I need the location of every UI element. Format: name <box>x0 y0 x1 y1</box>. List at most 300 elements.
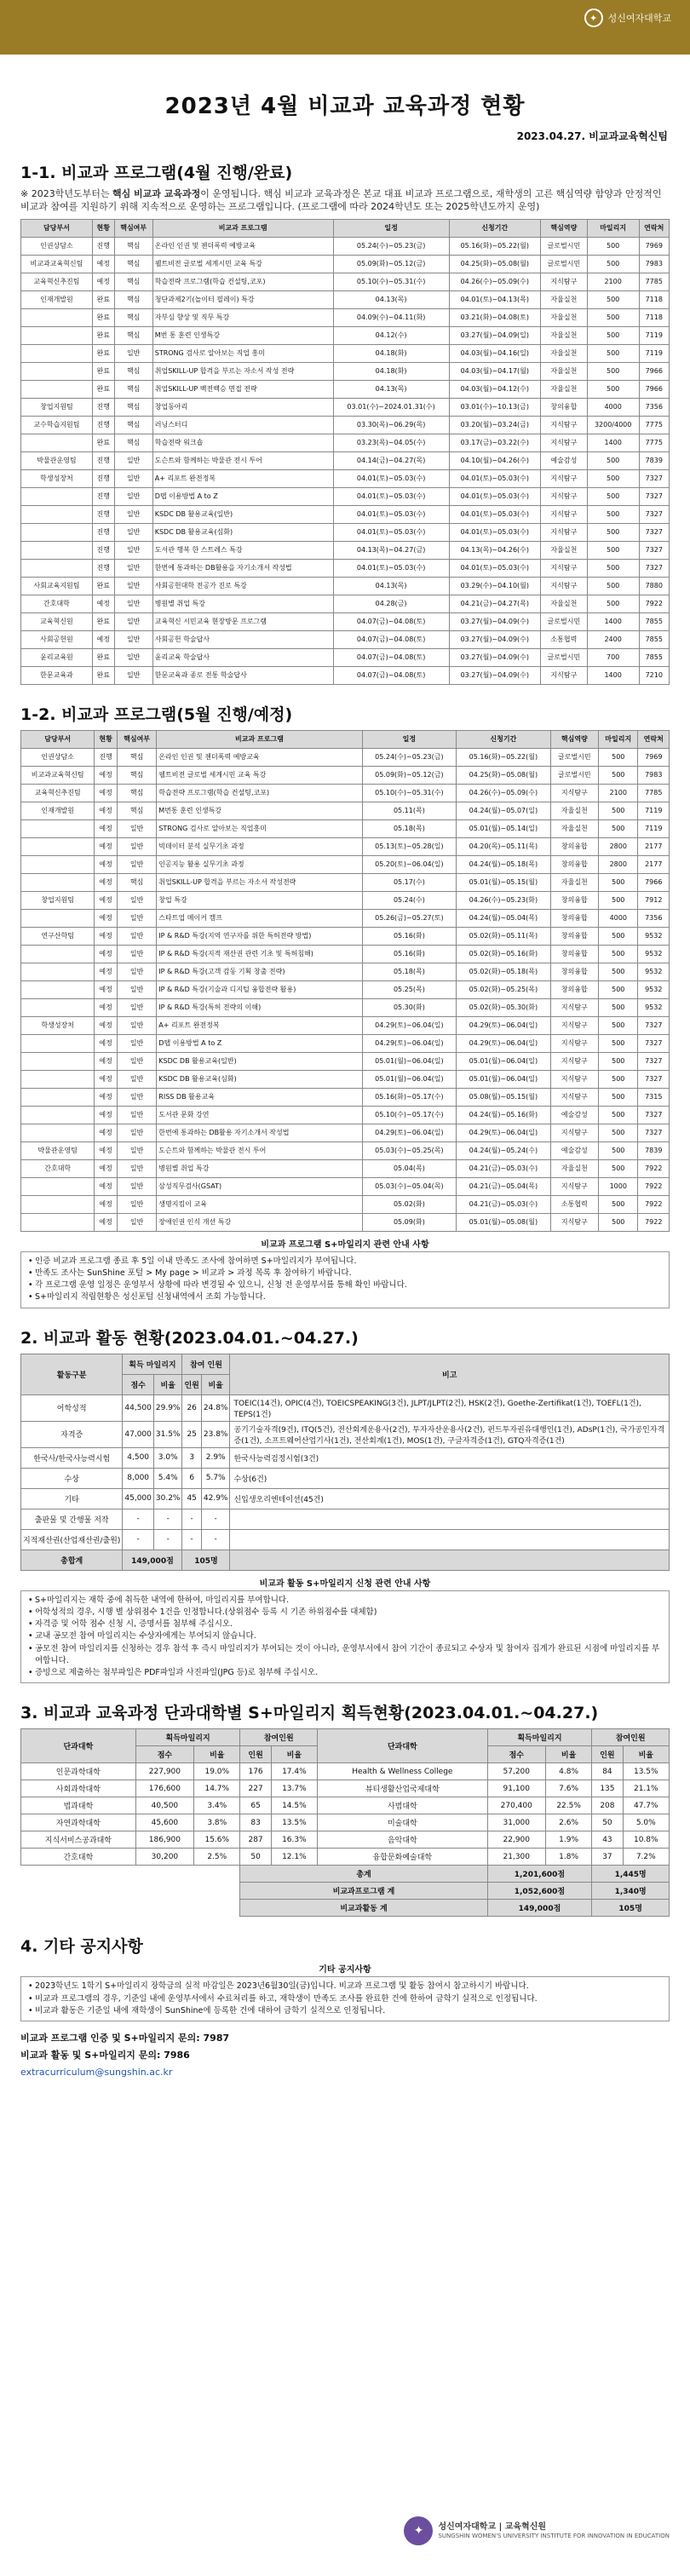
table-cell: 예정 <box>95 945 117 963</box>
table-cell: 500 <box>587 541 639 559</box>
table-cell: 500 <box>587 290 639 308</box>
table-cell: 04.03(월)~04.16(일) <box>449 344 540 362</box>
table-cell: 청단과제2기(놀이터 필레이) 특강 <box>152 290 333 308</box>
table-cell: 창의융합 <box>550 980 598 998</box>
table-cell: 지식탐구 <box>540 523 587 541</box>
table-cell: 지식탐구 <box>540 273 587 290</box>
table-cell: 지식탐구 <box>550 1177 598 1195</box>
table-cell: 7983 <box>638 766 670 784</box>
table-cell: 05.01(월)~05.08(월) <box>457 1213 551 1231</box>
table-cell: 05.10(수)~05.31(수) <box>362 784 457 802</box>
table-cell: 일반 <box>117 1141 156 1159</box>
table-row <box>21 1124 670 1141</box>
table-cell: 05.16(화)~05.22(월) <box>457 748 551 766</box>
table-cell: 03.20(월)~03.24(금) <box>449 416 540 434</box>
table-row <box>21 1141 670 1159</box>
table-cell: 05.18(목) <box>362 819 457 837</box>
table-cell: - <box>201 1509 230 1529</box>
column-header: 단과대학 <box>21 1729 136 1763</box>
table-cell: 지식탐구 <box>540 434 587 451</box>
table-cell: 500 <box>599 945 638 963</box>
table-cell: 일반 <box>114 487 152 505</box>
table-cell: 취업SKILL-UP 합격을 부르는 자소서 작성전략 <box>157 873 362 891</box>
table-row <box>21 469 670 487</box>
table-cell: 05.01(월)~05.14(일) <box>457 819 551 837</box>
table-cell: 05.11(목) <box>362 802 457 819</box>
table-cell: 수상(6건) <box>230 1468 670 1488</box>
table-cell: 병원별 취업 특강 <box>152 595 333 612</box>
table-cell: 지식탐구 <box>540 577 587 595</box>
table-cell: 일반 <box>117 855 156 873</box>
table-cell: 03.01(수)~10.13(금) <box>449 398 540 416</box>
table-cell: 2800 <box>599 855 638 873</box>
table-cell: 예술감성 <box>540 451 587 469</box>
table-cell: 7327 <box>638 1124 670 1141</box>
table-cell: 10.8% <box>623 1831 669 1849</box>
table-cell: 핵심 <box>114 380 152 398</box>
table-cell: 7966 <box>638 873 670 891</box>
table-cell: 05.16(화)~05.22(월) <box>449 237 540 255</box>
column-subheader: 인원 <box>182 1374 201 1394</box>
table-cell: 예정 <box>95 784 117 802</box>
table-cell: 04.01(토)~05.03(수) <box>449 523 540 541</box>
table-cell: - <box>182 1529 201 1550</box>
table-cell: 03.01(수)~2024.01.31(수) <box>333 398 449 416</box>
sum-row <box>21 1883 670 1900</box>
table-cell: 예정 <box>95 1159 117 1177</box>
table-cell: 04.25(화)~05.08(월) <box>449 255 540 273</box>
table-cell: 핵심 <box>117 873 156 891</box>
table-cell: 22.5% <box>545 1797 591 1814</box>
table-row <box>21 541 670 559</box>
table-cell: 05.01(월)~05.15(월) <box>457 873 551 891</box>
table-cell: 7327 <box>639 559 669 577</box>
notice-item: • 비교과 활동은 기준일 내에 재학생이 SunShine에 등록한 건에 대하여 금학기 실적으로 인정됩니다. <box>28 2005 662 2017</box>
table-cell: 창의융합 <box>550 945 598 963</box>
table-cell: 42.9% <box>201 1488 230 1509</box>
table-cell: 예정 <box>95 855 117 873</box>
table-cell: 핵심 <box>114 273 152 290</box>
table-cell: 2.5% <box>194 1849 240 1866</box>
total-mileage: 149,000점 <box>123 1550 182 1570</box>
column-header: 현황 <box>92 219 114 237</box>
column-header: 마일리지 <box>599 730 638 748</box>
table-cell: 예정 <box>95 1052 117 1070</box>
table-cell: 진행 <box>92 559 114 577</box>
table-cell: 교육혁신추진팀 <box>21 273 93 290</box>
table-cell: 05.02(화)~05.18(목) <box>457 963 551 980</box>
table-cell: 사회공헌원 <box>21 630 93 648</box>
table-row <box>21 326 670 344</box>
table-cell: 일반 <box>117 1124 156 1141</box>
table-row <box>21 237 670 255</box>
table-cell: 지식탐구 <box>550 1213 598 1231</box>
table-cell: 간호대학 <box>21 1159 95 1177</box>
table-cell: 04.01(토)~05.03(수) <box>449 559 540 577</box>
table-cell: 공기기술자격(9건), ITQ(5건), 전산회계운용사(2건), 투자자산운용사(2건), 펀드투자권유대행인(1건), ADsP(1건), 국가공인자격증(1건), 소프트웨어산업기사(1건), 전산회계(1건), MOS(1건), 구글자격증(1건), GTQ자격증(1건) <box>230 1421 670 1447</box>
table-cell: 9532 <box>638 927 670 945</box>
table-cell: 예정 <box>95 766 117 784</box>
table-cell: 9532 <box>638 998 670 1016</box>
table-cell: 7356 <box>639 398 669 416</box>
table-row <box>21 909 670 927</box>
table-cell: 글로벌시민 <box>540 255 587 273</box>
table-cell: 500 <box>599 998 638 1016</box>
column-subheader: 비율 <box>623 1746 669 1763</box>
table-cell: 윤리교육원 <box>21 648 93 666</box>
column-subheader: 비율 <box>545 1746 591 1763</box>
table-cell: 취업SKILL-UP 합격을 부르는 자소서 작성 전략 <box>152 362 333 380</box>
table-cell: 04.01(토)~05.03(수) <box>333 469 449 487</box>
table-cell: 완료 <box>92 380 114 398</box>
table-cell: 완료 <box>92 648 114 666</box>
table-cell: 227 <box>240 1780 271 1797</box>
table-cell: 지식탐구 <box>550 1070 598 1088</box>
notice-item: • 공모전 참여 마일리지를 신청하는 경우 참석 후 즉시 마일리지가 부여되는 것이 아니라, 운영부서에서 참여 기간이 종료되고 수상자 및 참여자 집계가 완료된 시점에 마일리지를 부여합니다. <box>28 1643 662 1668</box>
table-cell: 7983 <box>639 255 669 273</box>
table-cell: 글로벌시민 <box>550 766 598 784</box>
column-header: 핵심여부 <box>117 730 156 748</box>
empty-cell <box>21 1883 240 1900</box>
activity-notice-caption: 비교과 활동 S+마일리지 신청 관련 안내 사항 <box>259 1578 431 1589</box>
table-cell: 500 <box>599 927 638 945</box>
table-cell: STRONG 검사로 알아보는 직업 흥미 <box>152 344 333 362</box>
column-header: 핵심여부 <box>114 219 152 237</box>
table-cell: 7327 <box>638 1106 670 1124</box>
table-cell: 05.08(월)~05.15(월) <box>457 1088 551 1106</box>
table-cell: 일반 <box>117 891 156 909</box>
table-cell: 1400 <box>587 434 639 451</box>
table-cell: 7327 <box>639 541 669 559</box>
table-cell: 간호대학 <box>21 595 93 612</box>
table-cell: 인재개발원 <box>21 290 93 308</box>
table-row <box>21 612 670 630</box>
table-cell: 04.18(화) <box>333 362 449 380</box>
sum-label: 비교과활동 계 <box>240 1900 487 1917</box>
table-cell: 간호대학 <box>21 1849 136 1866</box>
table-cell: M번통 훈련 인생특강 <box>157 802 362 819</box>
table-cell: 176,600 <box>135 1780 193 1797</box>
table-cell: 지식서비스공과대학 <box>21 1831 136 1849</box>
table-cell: IP & R&D 특강(지역 연구자를 위한 특허전략 방법) <box>157 927 362 945</box>
table-cell: 7327 <box>639 523 669 541</box>
table-cell: 교육혁신원 <box>21 612 93 630</box>
table-cell: 박물관운영팀 <box>21 1141 95 1159</box>
column-header: 신청기간 <box>449 219 540 237</box>
table-cell: 예정 <box>95 837 117 855</box>
table-row <box>21 1814 670 1831</box>
table-cell: 자율실천 <box>540 362 587 380</box>
contact-email-link[interactable]: extracurriculum@sungshin.ac.kr <box>20 2066 173 2078</box>
column-header: 핵심역량 <box>550 730 598 748</box>
table-cell: 19.0% <box>194 1763 240 1780</box>
table-cell: 91,100 <box>487 1780 545 1797</box>
table-row <box>21 1831 670 1849</box>
table-cell: STRONG 검사로 알아보는 직업흥미 <box>157 819 362 837</box>
table-cell: 05.16(화)~05.17(수) <box>362 1088 457 1106</box>
table-cell: 7118 <box>639 308 669 326</box>
section-3-heading: 3. 비교과 교육과정 단과대학별 S+마일리지 획득현황(2023.04.01.~04.27.) <box>20 1704 599 1723</box>
column-header: 비교과 프로그램 <box>152 219 333 237</box>
column-subheader: 점수 <box>487 1746 545 1763</box>
table-cell: 진행 <box>92 505 114 523</box>
table-cell: 03.27(월)~04.09(수) <box>449 612 540 630</box>
table-cell: 7839 <box>639 451 669 469</box>
table-cell: 예정 <box>95 1106 117 1124</box>
table-cell: 03.27(월)~04.09(수) <box>449 630 540 648</box>
table-cell <box>21 326 93 344</box>
may-program-table <box>20 730 670 1232</box>
table-cell: 핵심 <box>114 434 152 451</box>
table-cell: 500 <box>599 766 638 784</box>
table-cell: 비교과교육혁신팀 <box>21 255 93 273</box>
table-row <box>21 290 670 308</box>
table-row <box>21 1529 670 1550</box>
table-row <box>21 1394 670 1421</box>
table-cell: IP & R&D 특강(기술과 디지털 융합전략 활용) <box>157 980 362 998</box>
table-cell: 일반 <box>117 1177 156 1195</box>
table-cell: 온라인 인권 및 젠더폭력 예방교육 <box>157 748 362 766</box>
table-cell: KSDC DB 활용교육(일반) <box>157 1052 362 1070</box>
table-cell: 05.09(화)~05.12(금) <box>333 255 449 273</box>
table-cell: 04.14(금)~04.27(목) <box>333 451 449 469</box>
table-cell: 창의융합 <box>550 855 598 873</box>
table-cell: D탭 이용방법 A to Z <box>157 1034 362 1052</box>
table-cell: 05.16(화) <box>362 945 457 963</box>
table-cell: 핵심 <box>114 255 152 273</box>
table-cell: 자율실천 <box>540 326 587 344</box>
table-cell: 05.10(수)~05.17(수) <box>362 1106 457 1124</box>
column-header: 연락처 <box>639 219 669 237</box>
table-cell: 04.13(목)~04.26(수) <box>449 541 540 559</box>
table-cell: 45,000 <box>123 1488 154 1509</box>
table-cell: 500 <box>599 891 638 909</box>
table-cell: 예정 <box>95 1195 117 1213</box>
table-cell: 생명지킴이 교육 <box>157 1195 362 1213</box>
table-cell: 500 <box>587 237 639 255</box>
table-cell: 1400 <box>587 612 639 630</box>
column-header: 핵심역량 <box>540 219 587 237</box>
empty-cell <box>21 1900 240 1917</box>
table-cell: 65 <box>240 1797 271 1814</box>
table-cell: - <box>153 1529 182 1550</box>
table-cell: 인문과학대학 <box>21 1763 136 1780</box>
sum-mileage: 1,052,600점 <box>487 1883 592 1900</box>
table-cell: M번 통 훈련 인생특강 <box>152 326 333 344</box>
table-cell: 신입생오리엔테이션(45건) <box>230 1488 670 1509</box>
table-cell: 7327 <box>638 1034 670 1052</box>
table-cell: 지식탐구 <box>540 505 587 523</box>
table-row <box>21 1195 670 1213</box>
table-cell: 7839 <box>638 1141 670 1159</box>
table-cell: 핵심 <box>117 766 156 784</box>
table-cell: 창업동아리 <box>152 398 333 416</box>
table-cell: 완료 <box>92 612 114 630</box>
table-cell: 04.01(토)~05.03(수) <box>333 523 449 541</box>
notice-item: • 2023학년도 1학기 S+마일리지 장학금의 실적 마감일은 2023년6월30일(금)입니다. 비교과 프로그램 및 활동 참여시 참고하시기 바랍니다. <box>28 1981 662 1992</box>
table-cell <box>230 1509 670 1529</box>
table-row <box>21 344 670 362</box>
table-cell <box>21 837 95 855</box>
total-label: 총합계 <box>21 1550 123 1570</box>
table-row <box>21 1070 670 1088</box>
table-cell: KSDC DB 활용교육(심화) <box>152 523 333 541</box>
section-1-1-heading: 1-1. 비교과 프로그램(4월 진행/완료) <box>20 164 293 182</box>
table-cell: 진행 <box>92 398 114 416</box>
table-cell: 지식탐구 <box>550 998 598 1016</box>
table-cell: 진행 <box>92 469 114 487</box>
table-cell: 융합문화예술대학 <box>318 1849 488 1866</box>
table-row <box>21 837 670 855</box>
table-cell: 05.26(금)~05.27(토) <box>362 909 457 927</box>
table-cell: 7855 <box>639 612 669 630</box>
table-cell: 04.07(금)~04.08(토) <box>333 648 449 666</box>
table-cell: 500 <box>599 873 638 891</box>
table-cell: 21,300 <box>487 1849 545 1866</box>
table-row <box>21 577 670 595</box>
table-cell: 05.10(수)~05.31(수) <box>333 273 449 290</box>
table-cell: 500 <box>599 1034 638 1052</box>
table-cell: 15.6% <box>194 1831 240 1849</box>
table-cell: 학생성장처 <box>21 469 93 487</box>
table-cell: 핵심 <box>114 416 152 434</box>
table-cell: 한번에 통과하는 DB활용을 자기소개서 작성법 <box>152 559 333 577</box>
table-cell: 일반 <box>114 595 152 612</box>
table-cell: 04.26(수)~05.09(수) <box>457 784 551 802</box>
table-cell: 4.8% <box>545 1763 591 1780</box>
table-cell: 빅데이터 분석 실무기초 과정 <box>157 837 362 855</box>
table-cell: 45 <box>182 1488 201 1509</box>
table-cell: 84 <box>592 1763 623 1780</box>
table-cell: - <box>201 1529 230 1550</box>
table-cell: 04.24(월)~05.07(일) <box>457 802 551 819</box>
table-cell: 7855 <box>639 648 669 666</box>
table-cell: 05.09(화) <box>362 1213 457 1231</box>
table-cell: 지식탐구 <box>540 469 587 487</box>
table-cell: 일반 <box>114 630 152 648</box>
contact-activity: 비교과 활동 및 S+마일리지 문의: 7986 <box>20 2049 190 2061</box>
table-cell: 7969 <box>639 237 669 255</box>
table-cell: 7327 <box>639 469 669 487</box>
table-cell: 500 <box>587 595 639 612</box>
total-row <box>21 1550 670 1570</box>
table-cell: 윤리교육 학술답사 <box>152 648 333 666</box>
table-cell: 비교과교육혁신팀 <box>21 766 95 784</box>
table-cell: 7315 <box>638 1088 670 1106</box>
sum-label: 총계 <box>240 1866 487 1883</box>
table-cell: 700 <box>587 648 639 666</box>
university-logo[interactable] <box>584 9 671 27</box>
table-cell: 취업SKILL-UP 백전백승 면접 전략 <box>152 380 333 398</box>
column-header: 활동구분 <box>21 1354 123 1394</box>
column-header: 비교과 프로그램 <box>157 730 362 748</box>
table-cell: 일반 <box>114 505 152 523</box>
table-cell: 도슨트와 함께하는 박물관 전시 투어 <box>152 451 333 469</box>
table-cell: 자율실천 <box>540 595 587 612</box>
table-cell: 500 <box>599 1124 638 1141</box>
table-cell: 31.5% <box>153 1421 182 1447</box>
table-cell: 어학성적 <box>21 1394 123 1421</box>
table-cell: 러닝스터디 <box>152 416 333 434</box>
table-row <box>21 802 670 819</box>
table-cell: KSDC DB 활용교육(심화) <box>157 1070 362 1088</box>
table-cell: 500 <box>599 963 638 980</box>
table-cell: 500 <box>599 1195 638 1213</box>
table-cell: 31,000 <box>487 1814 545 1831</box>
table-cell: 자율실천 <box>550 819 598 837</box>
table-cell: 예정 <box>95 819 117 837</box>
table-cell: 500 <box>599 1088 638 1106</box>
table-cell: 진행 <box>92 237 114 255</box>
table-cell <box>21 998 95 1016</box>
table-cell: 지식탐구 <box>550 1124 598 1141</box>
table-cell: 04.13(목) <box>333 290 449 308</box>
other-notice-list <box>20 1976 670 2021</box>
table-cell: 4000 <box>599 909 638 927</box>
table-cell: 일반 <box>117 1016 156 1034</box>
table-row <box>21 1052 670 1070</box>
empty-cell <box>230 1550 670 1570</box>
table-cell: 04.20(목)~05.11(목) <box>457 837 551 855</box>
table-cell: IP & R&D 특강(지적 재산권 관련 기초 및 특허침해) <box>157 945 362 963</box>
table-cell: 04.29(토)~06.04(일) <box>457 1124 551 1141</box>
table-cell: 04.07(금)~04.08(토) <box>333 666 449 684</box>
table-cell: 교수학습지원팀 <box>21 416 93 434</box>
total-people: 105명 <box>182 1550 230 1570</box>
notice-item: • S+마일리지 적립현황은 성신포털 신청내역에서 조회 가능합니다. <box>28 1291 662 1303</box>
notice-item: • 어학성적의 경우, 시행 별 상위점수 1건을 인정합니다.(상위점수 등록 시 기존 하위점수를 대체함) <box>28 1607 662 1619</box>
table-cell: - <box>182 1509 201 1529</box>
table-cell: 2100 <box>587 273 639 290</box>
column-subheader: 점수 <box>135 1746 193 1763</box>
table-cell: 자율실천 <box>540 344 587 362</box>
header-row <box>21 1729 670 1746</box>
table-cell: 13.5% <box>623 1763 669 1780</box>
notice-item: • 인증 비교과 프로그램 종료 후 5일 이내 만족도 조사에 참여하면 S+마일리지가 부여됩니다. <box>28 1256 662 1268</box>
table-cell: 일반 <box>117 1106 156 1124</box>
table-cell: 핵심 <box>117 784 156 802</box>
table-cell: 13.5% <box>271 1814 317 1831</box>
table-cell: 23.8% <box>201 1421 230 1447</box>
table-cell: 287 <box>240 1831 271 1849</box>
table-cell: 완료 <box>92 362 114 380</box>
table-cell: 270,400 <box>487 1797 545 1814</box>
table-cell: 04.01(토)~04.13(목) <box>449 290 540 308</box>
table-cell: 7922 <box>638 1195 670 1213</box>
table-cell: 사범대학 <box>318 1797 488 1814</box>
table-cell: 도슨트와 함께하는 박물관 전시 투어 <box>157 1141 362 1159</box>
table-cell: 500 <box>587 559 639 577</box>
table-cell: 7327 <box>639 505 669 523</box>
table-cell: 7775 <box>639 434 669 451</box>
table-cell: 176 <box>240 1763 271 1780</box>
table-cell: 04.03(월)~04.17(월) <box>449 362 540 380</box>
contact-program: 비교과 프로그램 인증 및 S+마일리지 문의: 7987 <box>20 2033 230 2044</box>
table-cell: 29.9% <box>153 1394 182 1421</box>
table-cell: 16.3% <box>271 1831 317 1849</box>
table-cell <box>21 1213 95 1231</box>
table-cell: 예정 <box>92 273 114 290</box>
column-header: 비고 <box>230 1354 670 1394</box>
table-cell: 208 <box>592 1797 623 1814</box>
table-row <box>21 1447 670 1468</box>
table-cell: 일반 <box>117 945 156 963</box>
table-cell: 7785 <box>639 273 669 290</box>
table-cell: 웰트비전 글로벌 세계시민 교육 특강 <box>157 766 362 784</box>
table-cell: 9532 <box>638 980 670 998</box>
table-cell: 43 <box>592 1831 623 1849</box>
table-cell <box>21 909 95 927</box>
